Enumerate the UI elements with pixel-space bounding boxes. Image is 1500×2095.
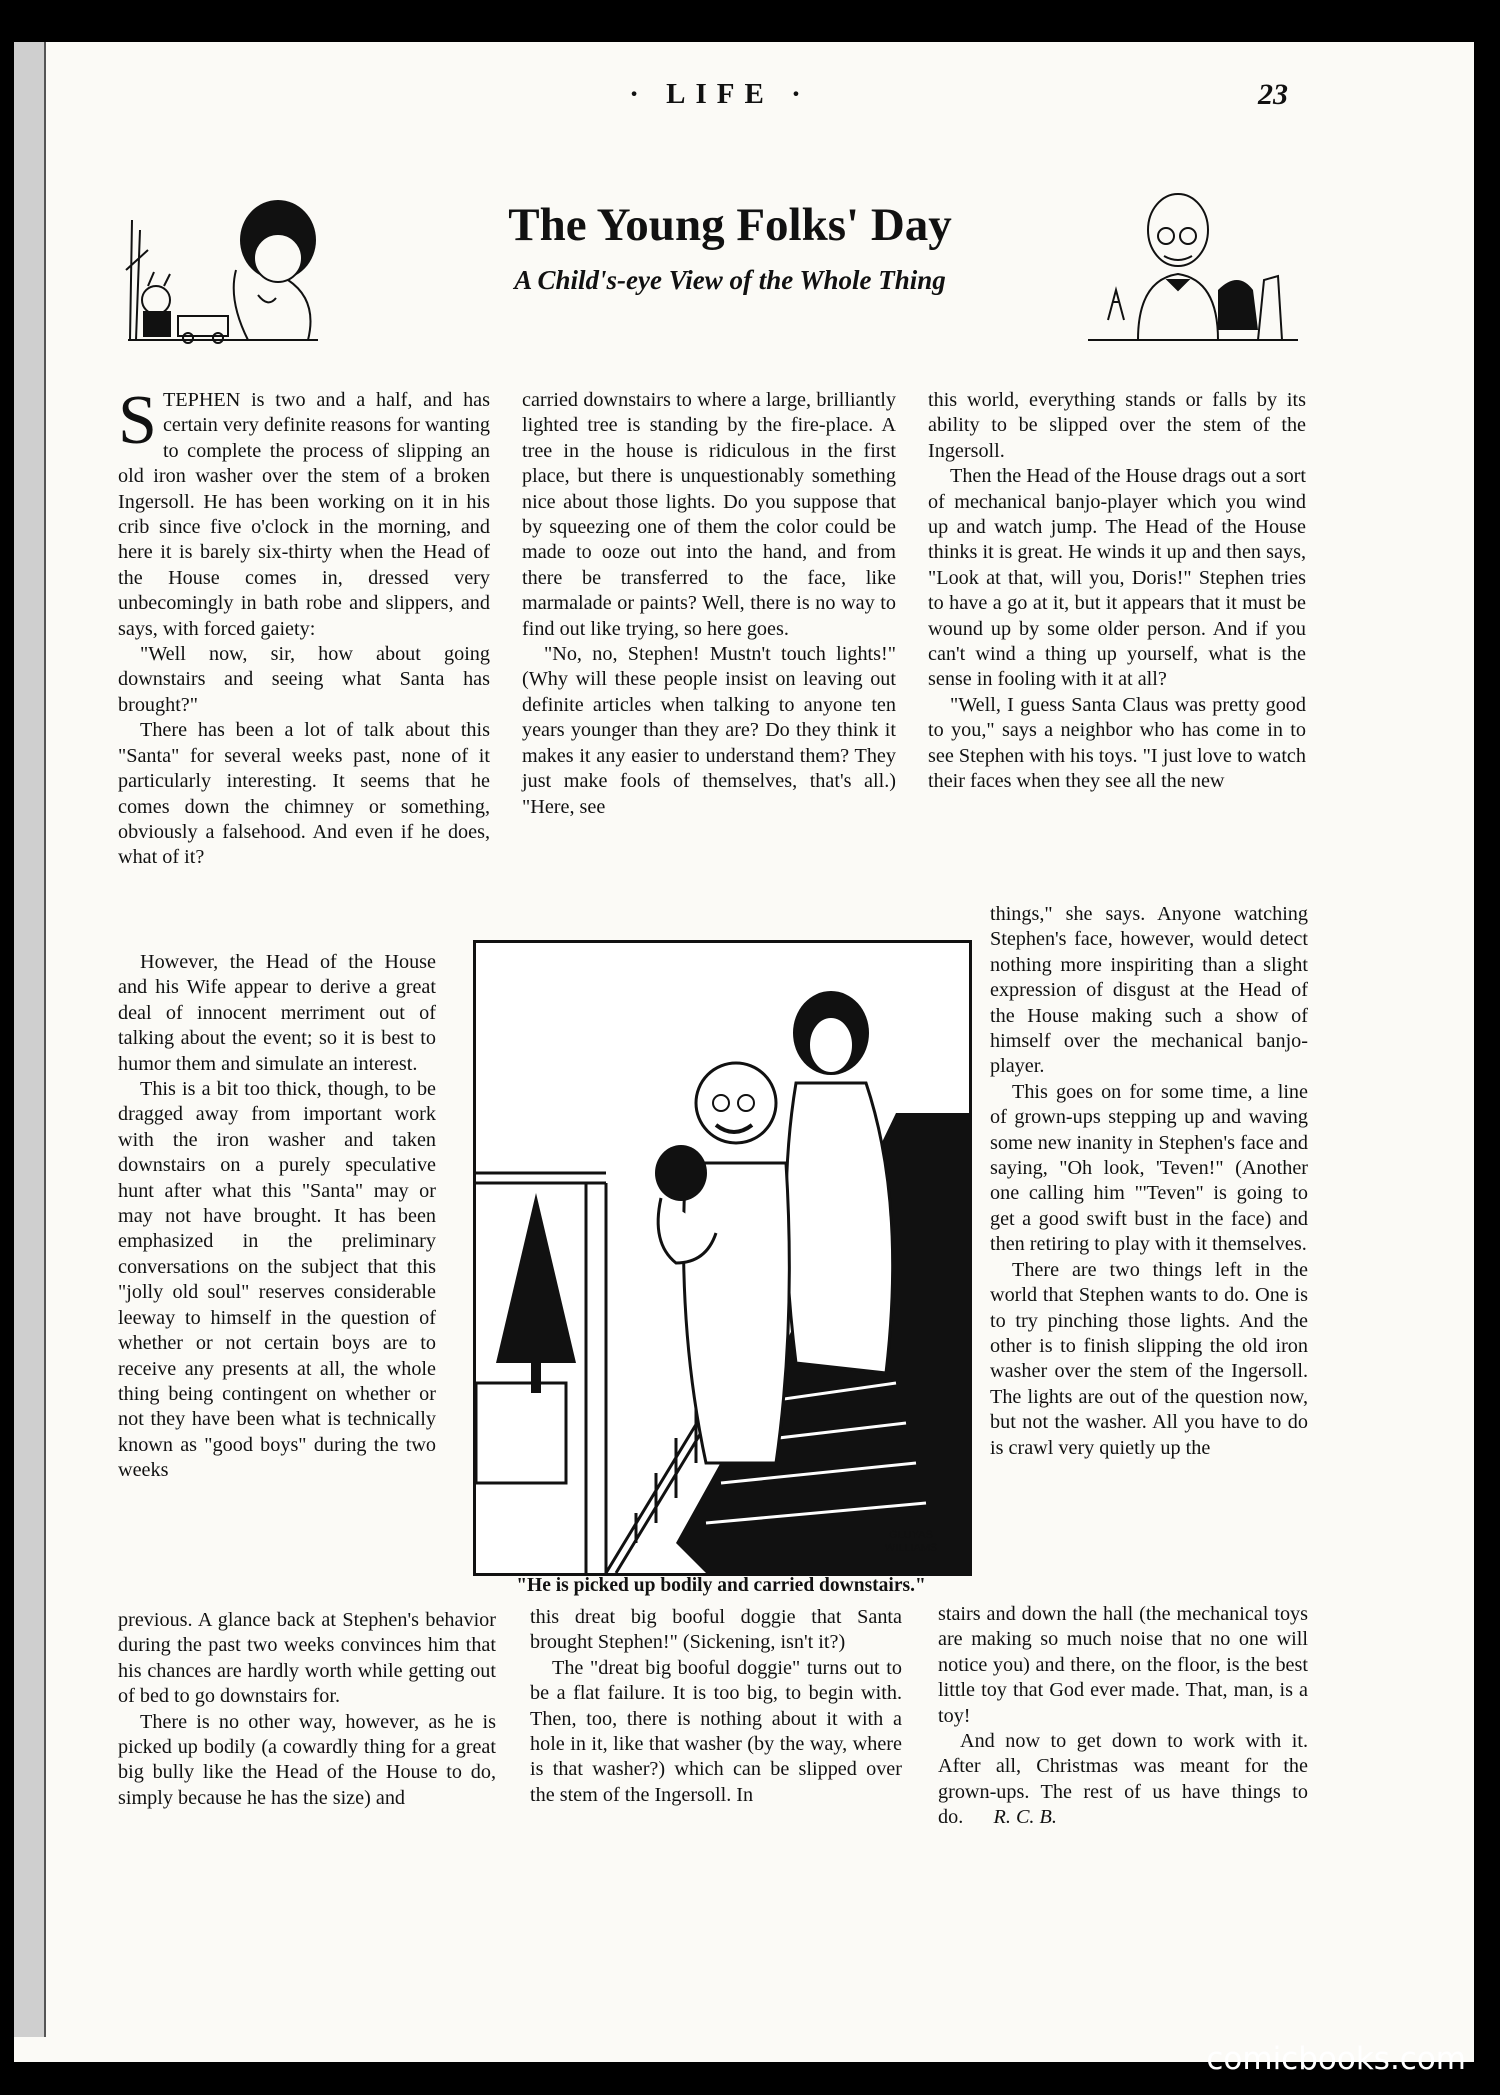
paragraph: There has been a lot of talk about this "Santa" for several weeks past, none of it particularly interesting. It seems that he comes down the chimney or something, obviously a falsehood. And even if he does, what of it? — [118, 719, 490, 869]
illustration-caption: "He is picked up bodily and carried downstairs." — [516, 1575, 926, 1596]
article-column-3-wrap — [990, 902, 1308, 1461]
paragraph: And now to get down to work with it. After all, Christmas was meant for the grown-ups. The rest of us have things to do. R. C. B. — [938, 1730, 1308, 1829]
article-column-3 — [928, 388, 1306, 795]
paragraph: However, the Head of the House and his Wife appear to derive a great deal of innocent merriment out of talking about the event; so it is best to humor them and simulate an interest. — [118, 951, 436, 1075]
paragraph: "Well, I guess Santa Claus was pretty good to you," says a neighbor who has come in to see Stephen with his toys. "I just love to watch their faces when they see all the new — [928, 693, 1306, 793]
article-subtitle: A Child's-eye View of the Whole Thing — [514, 265, 946, 295]
byline: R. C. B. — [993, 1806, 1057, 1829]
man-with-toys-sketch — [1068, 180, 1308, 355]
paragraph: this dreat big booful doggie that Santa brought Stephen!" (Sickening, isn't it?) — [530, 1606, 902, 1654]
drop-cap: S — [118, 382, 157, 459]
paragraph: This goes on for some time, a line of grown-ups stepping up and waving some new inanity in Stephen's face and saying, "Oh look, 'Teven!" (Another one calling him "'Teven" is going to get a good swift bust in the face) and then retiring to play with it themselves. — [990, 1080, 1308, 1256]
stairs-illustration-drawing — [476, 943, 969, 1573]
watermark: comicbooks.com — [1206, 2041, 1466, 2077]
paragraph: this world, everything stands or falls by its ability to be slipped over the stem of the Ingersoll. — [928, 389, 1306, 462]
artist-signature: GLUYAS — [889, 1529, 933, 1541]
magazine-name: · LIFE · — [629, 78, 811, 110]
page-number: 23 — [1258, 78, 1288, 111]
paragraph: This is a bit too thick, though, to be dragged away from important work with the iron washer and taken downstairs on a purely speculative hunt after what this "Santa" may or may not have brought. It has been emphasized in the preliminary conversations on the subject that this "jolly old soul" reserves considerable leeway to himself in the question of whether or not certain boys are to receive any presents at all, the whole thing being contingent on whether or not they have been what is technically known as "good boys" during the two weeks — [118, 1078, 436, 1482]
paragraph: carried downstairs to where a large, brilliantly lighted tree is standing by the fire-place. A tree in the house is ridiculous in the first place, but there is unquestionably something nice about those lights. Do you suppose that by squeezing one of them the color could be made to ooze out into the hand, and from there be transferred to the face, like marmalade or paints? Well, there is no way to find out like trying, so here goes. — [522, 389, 896, 640]
child-with-toys-sketch — [118, 190, 358, 355]
paragraph: things," she says. Anyone watching Stephen's face, however, would detect nothing more inspiriting than a slight expression of disgust at the Head of the House making such a show of himself over the mechanical banjo-player. — [990, 903, 1308, 1078]
article-title: The Young Folks' Day — [508, 199, 952, 251]
paragraph: The "dreat big booful doggie" turns out to be a flat failure. It is too big, to begin with. Then, too, there is nothing about it with a hole in it, like that washer (by the way, where is that washer?) which can be slipped over the stem of the Ingersoll. In — [530, 1656, 902, 1806]
paragraph: STEPHEN is two and a half, and has certain very definite reasons for wanting to complete the process of slipping an old iron washer over the stem of a broken Ingersoll. He has been working on it in his crib since five o'clock in the morning, and here it is barely six-thirty when the Head of the House comes in, dressed very unbecomingly in bath robe and slippers, and says, with forced gaiety: — [118, 382, 490, 640]
article-column-2-bottom — [530, 1605, 902, 1808]
paragraph: There is no other way, however, as he is picked up bodily (a cowardly thing for a great big bully like the Head of the House to do, simply because he has the size) and — [118, 1710, 496, 1809]
artist-signature: WILLIAMS — [884, 1542, 938, 1554]
paragraph: Then the Head of the House drags out a sort of mechanical banjo-player which you wind up and watch jump. The Head of the House thinks it is great. He winds it up and then says, "Look at that, will you, Doris!" Stephen tries to have a go at it, but it appears that it must be wound up by some older person. And if you can't wind a thing up yourself, what is the sense in fooling with it at all? — [928, 465, 1306, 691]
paragraph: "No, no, Stephen! Mustn't touch lights!" (Why will these people insist on leaving out definite articles when talking to anyone ten years younger than they are? Do they think it makes it any easier to understand them? They just make fools of themselves, that's all.) "Here, see — [522, 643, 896, 818]
stairs-illustration — [473, 940, 972, 1576]
paragraph: "Well now, sir, how about going downstairs and seeing what Santa has brought?" — [118, 643, 490, 716]
paragraph: There are two things left in the world that Stephen wants to do. One is to try pinching those lights. And the other is to finish slipping the old iron washer over the stem of the Ingersoll. The lights are out of the question now, but not the washer. All you have to do is crawl very quietly up the — [990, 1258, 1308, 1459]
paragraph: stairs and down the hall (the mechanical toys are making so much noise that no one will notice you) and there, on the floor, is the best little toy that God ever made. That, man, is a toy! — [938, 1603, 1308, 1727]
paragraph: previous. A glance back at Stephen's behavior during the past two weeks convinces him that his chances are hardly worth while getting out of bed to go downstairs for. — [118, 1609, 496, 1708]
running-header — [0, 78, 1500, 118]
article-column-2 — [522, 388, 896, 820]
article-column-1-wrap — [118, 950, 436, 1484]
page-binding-edge — [14, 42, 46, 2037]
article-column-1-bottom — [118, 1608, 496, 1811]
article-column-3-bottom — [938, 1602, 1308, 1831]
article-column-1 — [118, 382, 490, 871]
